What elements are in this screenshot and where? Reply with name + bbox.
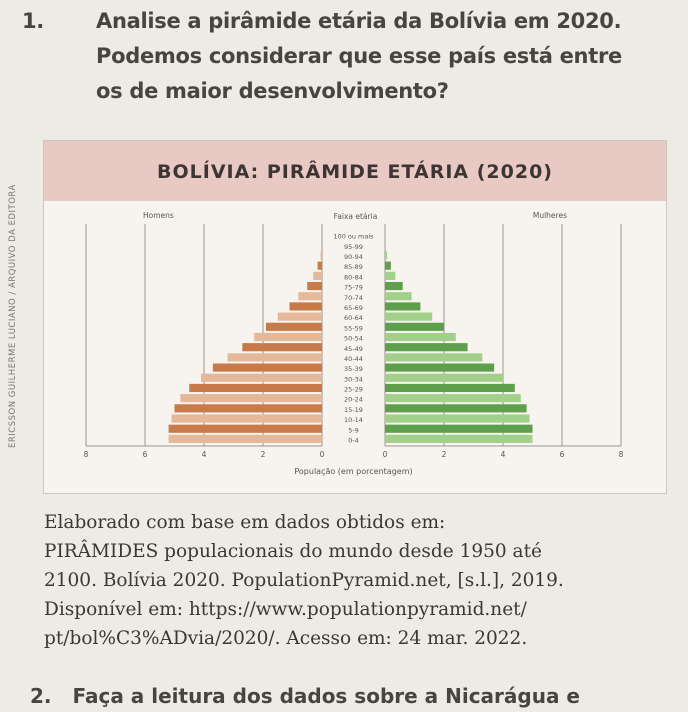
source-line-3-text: 2100. Bolívia 2020. PopulationPyramid.net, [s.l.], 2019.: [44, 570, 564, 591]
bar-women-85-89: [385, 262, 391, 270]
photo-credit-text: ERICSSON GUILHERME LUCIANO / ARQUIVO DA EDITORA: [8, 184, 18, 448]
source-line-4: Disponível em: https://www.populationpyramid.net/: [44, 599, 527, 620]
age-label-60-64: 60-64: [344, 314, 363, 323]
bar-men-0-4: [169, 435, 322, 443]
tick-women-4: 4: [500, 450, 506, 459]
tick-women-6: 6: [559, 450, 565, 459]
source-line-5: pt/bol%C3%ADvia/2020/. Acesso em: 24 mar. 2022.: [44, 628, 528, 649]
bar-men-80-84: [313, 272, 322, 280]
bar-men-85-89: [318, 262, 322, 270]
age-label-50-54: 50-54: [344, 334, 363, 343]
age-label-70-74: 70-74: [344, 293, 363, 302]
question-1: [22, 4, 670, 109]
tick-women-2: 2: [441, 450, 447, 459]
bar-men-60-64: [278, 313, 322, 321]
question-2-text: Faça a leitura dos dados sobre a Nicarágua e: [72, 684, 580, 708]
tick-men-8: 8: [83, 450, 89, 459]
tick-men-2: 2: [260, 450, 266, 459]
bar-women-90-94: [385, 251, 387, 259]
age-label-10-14: 10-14: [344, 416, 363, 425]
tick-men-4: 4: [201, 450, 207, 459]
question-1-number: 1.: [22, 9, 44, 33]
bar-women-60-64: [385, 313, 432, 321]
bar-women-65-69: [385, 302, 420, 310]
population-pyramid-chart: [43, 200, 665, 492]
bar-men-25-29: [189, 384, 322, 392]
question-1-line-3: os de maior desenvolvimento?: [96, 79, 449, 103]
bar-men-35-39: [213, 363, 322, 371]
age-label-20-24: 20-24: [344, 395, 363, 404]
tick-women-0: 0: [382, 450, 388, 459]
bar-men-45-49: [242, 343, 322, 351]
question-2: [30, 684, 580, 708]
age-label-55-59: 55-59: [344, 324, 363, 333]
age-label-85-89: 85-89: [344, 263, 363, 272]
question-1-line-1: Analise a pirâmide etária da Bolívia em 2020.: [96, 9, 622, 33]
bar-men-5-9: [169, 425, 322, 433]
bar-women-5-9: [385, 425, 533, 433]
bar-men-75-79: [307, 282, 322, 290]
label-faixa-etaria: Faixa etária: [333, 212, 378, 221]
age-label-15-19: 15-19: [344, 405, 363, 414]
tick-men-6: 6: [142, 450, 148, 459]
bar-men-20-24: [180, 394, 322, 402]
bar-men-40-44: [228, 353, 322, 361]
age-label-30-34: 30-34: [344, 375, 363, 384]
age-label-40-44: 40-44: [344, 354, 363, 363]
question-1-line-2: Podemos considerar que esse país está entre: [96, 44, 622, 68]
source-line-1: Elaborado com base em dados obtidos em:: [44, 512, 446, 533]
bar-women-15-19: [385, 404, 527, 412]
age-label-95-99: 95-99: [344, 242, 363, 251]
age-label-80-84: 80-84: [344, 273, 363, 282]
bar-women-40-44: [385, 353, 482, 361]
bar-men-90-94: [321, 251, 322, 259]
label-mulheres: Mulheres: [532, 211, 567, 220]
figure-title: BOLÍVIA: PIRÂMIDE ETÁRIA (2020): [44, 141, 666, 201]
age-label-45-49: 45-49: [344, 344, 363, 353]
source-line-3: [44, 566, 684, 595]
bar-women-75-79: [385, 282, 403, 290]
bar-women-50-54: [385, 333, 456, 341]
bar-men-10-14: [172, 414, 322, 422]
age-label-75-79: 75-79: [344, 283, 363, 292]
label-homens: Homens: [143, 211, 174, 220]
age-label-0-4: 0-4: [348, 436, 359, 445]
bar-women-20-24: [385, 394, 521, 402]
photo-credit: [4, 184, 40, 450]
age-label-65-69: 65-69: [344, 304, 363, 313]
age-label-90-94: 90-94: [344, 253, 363, 262]
source-line-2: PIRÂMIDES populacionais do mundo desde 1950 até: [44, 541, 542, 562]
bar-women-45-49: [385, 343, 468, 351]
bar-women-55-59: [385, 323, 444, 331]
bar-men-15-19: [175, 404, 323, 412]
bar-men-65-69: [290, 302, 322, 310]
age-label-5-9: 5-9: [348, 426, 359, 435]
bar-men-55-59: [266, 323, 322, 331]
bar-women-30-34: [385, 374, 503, 382]
bar-women-70-74: [385, 292, 412, 300]
tick-women-8: 8: [618, 450, 624, 459]
bar-women-80-84: [385, 272, 395, 280]
bar-women-0-4: [385, 435, 533, 443]
bar-women-35-39: [385, 363, 494, 371]
bar-women-10-14: [385, 414, 530, 422]
bar-men-30-34: [201, 374, 322, 382]
bar-women-25-29: [385, 384, 515, 392]
age-label-25-29: 25-29: [344, 385, 363, 394]
source-note: [44, 508, 684, 653]
age-label-100 ou mais: 100 ou mais: [333, 232, 374, 241]
tick-men-0: 0: [319, 450, 325, 459]
age-label-35-39: 35-39: [344, 365, 363, 374]
bar-men-50-54: [254, 333, 322, 341]
bar-men-70-74: [298, 292, 322, 300]
question-2-number: 2.: [30, 684, 52, 708]
x-axis-label: População (em porcentagem): [294, 467, 413, 476]
